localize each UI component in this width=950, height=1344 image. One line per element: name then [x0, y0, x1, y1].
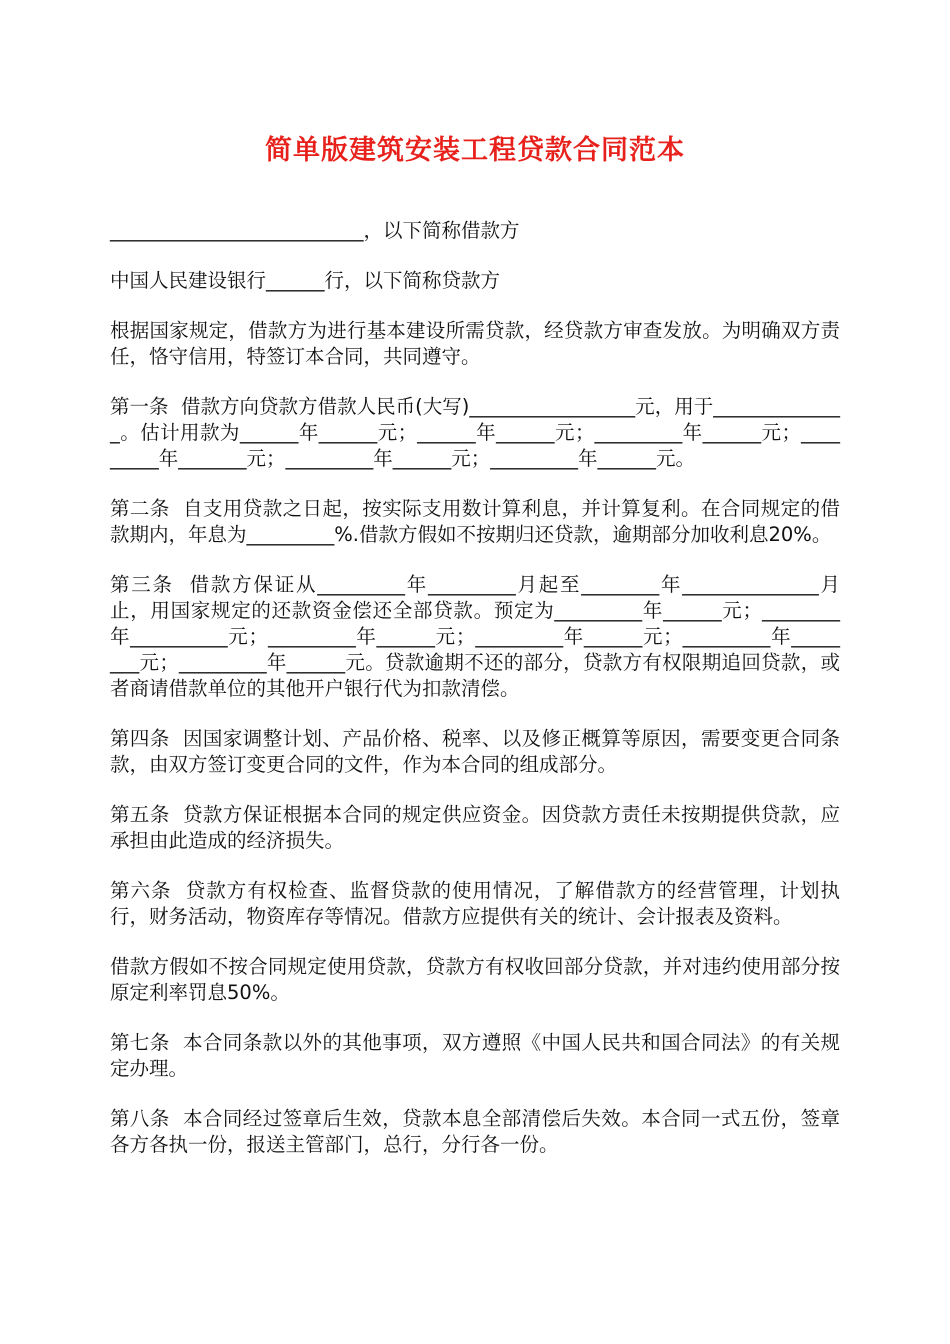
article-8: 第八条 本合同经过签章后生效，贷款本息全部清偿后失效。本合同一式五份，签章各方各执一份，报送主管部门，总行，分行各一份。	[110, 1107, 840, 1156]
article-2: 第二条 自支用贷款之日起，按实际支用数计算利息，并计算复利。在合同规定的借款期内，年息为_________%.借款方假如不按期归还贷款，逾期部分加收利息20%。	[110, 497, 840, 546]
article-4: 第四条 因国家调整计划、产品价格、税率、以及修正概算等原因，需要变更合同条款，由双方签订变更合同的文件，作为本合同的组成部分。	[110, 727, 840, 776]
document-body	[110, 218, 840, 1182]
article-6-penalty: 借款方假如不按合同规定使用贷款，贷款方有权收回部分贷款，并对违约使用部分按原定利率罚息50%。	[110, 955, 840, 1004]
party-borrower-line: __________________________，以下简称借款方	[110, 219, 520, 242]
preamble-paragraph: 根据国家规定，借款方为进行基本建设所需贷款，经贷款方审查发放。为明确双方责任，恪守信用，特签订本合同，共同遵守。	[110, 319, 840, 368]
article-3: 第三条 借款方保证从_________年_________月起至________年______________月止，用国家规定的还款资金偿还全部贷款。预定为_________年______元；________年__________元；_________年______元；_________年______元；_________年________元；_________年______元。贷款逾期不还的部分，贷款方有权限期追回贷款，或者商请借款单位的其他开户银行代为扣款清偿。	[110, 573, 840, 700]
article-1: 第一条 借款方向贷款方借款人民币(大写)_________________元，用于______________。估计用款为______年______元；______年______元；_________年______元；_________年_______元；_________年______元；_________年______元。	[110, 395, 840, 470]
article-6: 第六条 贷款方有权检查、监督贷款的使用情况，了解借款方的经营管理，计划执行，财务活动，物资库存等情况。借款方应提供有关的统计、会计报表及资料。	[110, 879, 840, 928]
article-5: 第五条 贷款方保证根据本合同的规定供应资金。因贷款方责任未按期提供贷款，应承担由此造成的经济损失。	[110, 803, 840, 852]
party-lender-line: 中国人民建设银行______行，以下简称贷款方	[110, 269, 501, 292]
article-7: 第七条 本合同条款以外的其他事项，双方遵照《中国人民共和国合同法》的有关规定办理。	[110, 1031, 840, 1080]
document-title: 简单版建筑安装工程贷款合同范本	[265, 135, 685, 166]
